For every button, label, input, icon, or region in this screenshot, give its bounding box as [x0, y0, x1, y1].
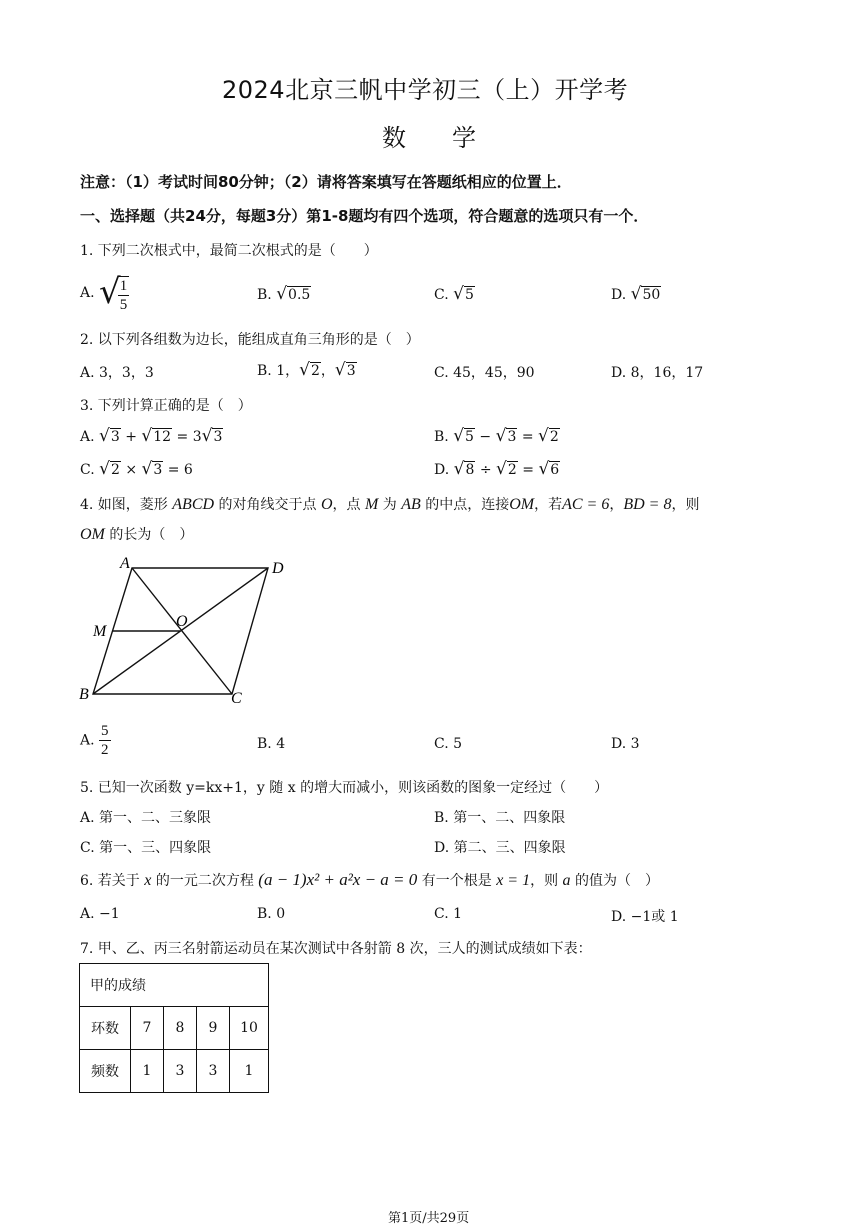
question-2-option-c: C. 45，45，90 — [434, 365, 535, 381]
question-3-stem: 3. 下列计算正确的是（ ） — [80, 398, 252, 414]
radical: √3 — [495, 426, 517, 446]
radicand: 3 — [110, 429, 120, 445]
text: 的对角线交于点 — [218, 497, 317, 513]
table-cell: 3 — [197, 1050, 230, 1093]
table-cell: 9 — [197, 1007, 230, 1050]
option-label: A. — [80, 285, 95, 301]
radicand: 3 — [346, 363, 356, 379]
radical: √5 — [453, 284, 474, 304]
equals: = — [522, 462, 534, 478]
question-5-stem: 5. 已知一次函数 y=kx+1，y 随 x 的增大而减小，则该函数的图象一定经过（ ） — [80, 780, 609, 796]
radicand: 5 — [464, 287, 474, 303]
radical: √50 — [630, 284, 661, 304]
separator: ， — [320, 363, 335, 379]
question-3-option-c — [80, 459, 193, 479]
question-6-option-c: C. 1 — [434, 906, 463, 922]
radical: √8 — [453, 459, 475, 479]
question-2-stem: 2. 以下列各组数为边长，能组成直角三角形的是（ ） — [80, 332, 420, 348]
table-cell: 8 — [164, 1007, 197, 1050]
text: ， — [609, 497, 624, 513]
table-cell: 3 — [164, 1050, 197, 1093]
math-symbol: AB — [401, 496, 421, 513]
question-4-stem-line1 — [80, 494, 699, 514]
question-4-stem-line2 — [80, 524, 193, 544]
radical: √3 — [201, 426, 223, 446]
question-3-option-b — [434, 426, 560, 446]
math-symbol: ABCD — [172, 496, 215, 513]
equals: = 6 — [167, 462, 193, 478]
page-title: 2024北京三帆中学初三（上）开学考 — [222, 76, 629, 104]
fraction-denominator: 5 — [119, 297, 128, 313]
option-label: A. — [80, 429, 95, 445]
text: 4. 如图，菱形 — [80, 497, 168, 513]
row-header: 频数 — [80, 1050, 131, 1093]
operator: ÷ — [479, 462, 492, 478]
radical: √3 — [334, 360, 356, 380]
radical: √2 — [496, 459, 517, 479]
table-cell: 10 — [230, 1007, 269, 1050]
question-6-stem — [80, 870, 659, 890]
question-4-option-c: C. 5 — [434, 736, 463, 752]
score-table-jia — [79, 963, 269, 1093]
radical: √2 — [538, 426, 559, 446]
radical: √12 — [141, 426, 172, 446]
math-symbol: AC = 6 — [562, 496, 610, 513]
question-5-option-d: D. 第二、三、四象限 — [434, 840, 566, 856]
option-label: C. — [434, 287, 449, 303]
option-label: C. — [80, 462, 95, 478]
option-label: D. — [611, 287, 627, 303]
text: 的长为（ ） — [109, 527, 194, 543]
radical: √2 — [99, 459, 120, 479]
option-label: D. — [434, 462, 450, 478]
label-m: M — [93, 623, 107, 640]
radicand: 2 — [110, 462, 120, 478]
table-cell: 1 — [230, 1050, 269, 1093]
text: ，点 — [332, 497, 361, 513]
math-symbol: OM — [509, 496, 535, 513]
radicand: 3 — [153, 462, 163, 478]
question-1-stem: 1. 下列二次根式中，最简二次根式的是（ ） — [80, 243, 378, 259]
radical: √0.5 — [276, 284, 311, 304]
question-3-option-d — [434, 459, 560, 479]
label-a: A — [120, 555, 130, 572]
radicand: 5 — [465, 429, 474, 445]
question-5-option-c: C. 第一、三、四象限 — [80, 840, 212, 856]
row-header: 环数 — [80, 1007, 131, 1050]
option-label: B. — [434, 429, 449, 445]
math-symbol: O — [320, 496, 333, 513]
radicand: 3 — [507, 429, 517, 445]
math-symbol: BD = 8 — [623, 496, 672, 513]
fraction-five-halves — [99, 722, 111, 759]
question-1-option-a — [80, 268, 129, 314]
option-label: B. — [257, 287, 272, 303]
label-d: D — [272, 560, 284, 577]
operator: × — [125, 462, 138, 478]
radical: √2 — [299, 360, 320, 380]
question-5-option-b: B. 第一、二、四象限 — [434, 810, 566, 826]
radical: √3 — [141, 459, 163, 479]
fraction-denominator: 2 — [101, 742, 109, 758]
question-4-option-b: B. 4 — [257, 736, 286, 752]
question-6-option-b: B. 0 — [257, 906, 286, 922]
question-2-option-a: A. 3，3，3 — [80, 365, 154, 381]
question-1-option-b — [257, 284, 311, 304]
question-3-option-a — [80, 426, 223, 446]
radical-sign: √ — [99, 272, 121, 312]
option-text: B. 1， — [257, 363, 300, 379]
equals: = — [521, 429, 534, 445]
page-subtitle: 数学 — [382, 124, 522, 152]
text: ，则 — [530, 873, 559, 889]
question-4-option-d: D. 3 — [611, 736, 640, 752]
radical: √5 — [453, 426, 474, 446]
radicand: 8 — [465, 462, 475, 478]
radicand: 50 — [642, 287, 661, 303]
math-symbol: x — [144, 872, 152, 889]
equals: = 3 — [176, 429, 202, 445]
text: 为 — [382, 497, 397, 513]
table-cell: 1 — [131, 1050, 164, 1093]
question-4-option-a — [80, 722, 111, 759]
question-1-option-d — [611, 284, 661, 304]
radicand: 0.5 — [288, 287, 311, 303]
table-caption: 甲的成绩 — [80, 964, 269, 1007]
operator: − — [479, 429, 492, 445]
rhombus-figure — [76, 553, 296, 713]
math-symbol: a — [562, 872, 571, 889]
math-symbol: x = 1 — [496, 872, 531, 889]
fraction-numerator: 5 — [101, 723, 109, 739]
text: ，则 — [671, 497, 700, 513]
radical: √6 — [538, 459, 560, 479]
table-row — [80, 1007, 269, 1050]
label-o: O — [176, 613, 188, 630]
question-7-stem: 7. 甲、乙、丙三名射箭运动员在某次测试中各射箭 8 次，三人的测试成绩如下表： — [80, 941, 592, 957]
equation: (a − 1)x² + a²x − a = 0 — [258, 870, 418, 889]
radicand: 12 — [153, 429, 172, 445]
section-heading: 一、选择题（共24分，每题3分）第1-8题均有四个选项，符合题意的选项只有一个． — [80, 207, 649, 225]
question-1-option-c — [434, 284, 475, 304]
question-5-option-a: A. 第一、二、三象限 — [80, 810, 212, 826]
question-6-option-d: D. −1或 1 — [611, 909, 679, 925]
text: ，若 — [534, 497, 563, 513]
math-symbol: OM — [80, 526, 105, 543]
radicand: 2 — [549, 429, 559, 445]
math-symbol: M — [364, 496, 379, 513]
table-cell: 7 — [131, 1007, 164, 1050]
radical: √3 — [99, 426, 120, 446]
question-2-option-d: D. 8，16，17 — [611, 365, 704, 381]
text: 6. 若关于 — [80, 873, 140, 889]
radicand: 6 — [550, 462, 560, 478]
operator: + — [125, 429, 137, 445]
text: 的值为（ ） — [575, 873, 659, 889]
text: 的中点，连接 — [425, 497, 510, 513]
fraction-numerator: 1 — [119, 278, 128, 294]
text: 的一元二次方程 — [155, 873, 254, 889]
page-footer: 第1页/共29页 — [388, 1211, 470, 1226]
question-2-option-b — [257, 360, 357, 380]
text: 有一个根是 — [421, 873, 492, 889]
option-label: A. — [80, 732, 95, 749]
label-b: B — [79, 686, 89, 703]
radicand: 2 — [507, 462, 517, 478]
table-caption-row — [80, 964, 269, 1007]
question-6-option-a: A. −1 — [80, 906, 120, 922]
label-c: C — [231, 690, 242, 707]
exam-notice: 注意：（1）考试时间80分钟；（2）请将答案填写在答题纸相应的位置上． — [80, 173, 572, 191]
radicand: 2 — [310, 363, 320, 379]
table-row — [80, 1050, 269, 1093]
radicand: 3 — [213, 429, 223, 445]
